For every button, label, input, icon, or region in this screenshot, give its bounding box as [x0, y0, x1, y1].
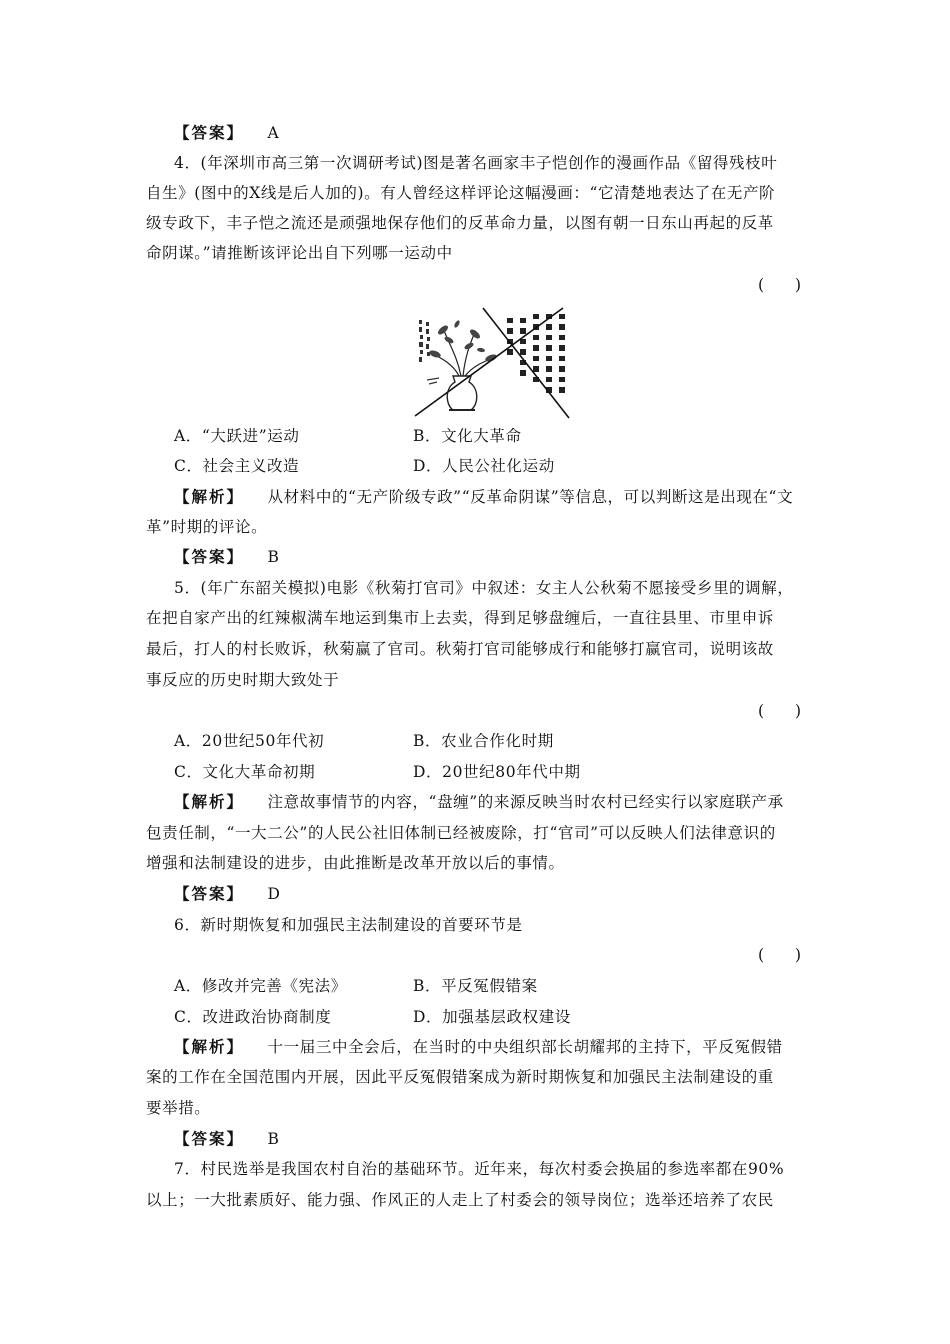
- analysis-tag: 【解析】: [174, 487, 245, 506]
- q4-analysis-line-1: [174, 487, 793, 507]
- answer-paren: ( ): [758, 702, 802, 720]
- answer-value: B: [267, 548, 280, 566]
- cartoon-figure: [413, 306, 571, 420]
- answer-tag: 【答案】: [174, 884, 245, 903]
- q6-option-c: C．改进政治协商制度: [174, 1008, 332, 1026]
- answer-value: B: [267, 1130, 280, 1148]
- q6-stem-line-1: 6．新时期恢复和加强民主法制建设的首要环节是: [174, 916, 523, 934]
- q4-stem-line-1: 4．(年深圳市高三第一次调研考试)图是著名画家丰子恺创作的漫画作品《留得残枝叶: [174, 154, 778, 172]
- q5-answer-line: [174, 884, 281, 904]
- q6-option-a: A．修改并完善《宪法》: [174, 977, 347, 995]
- q5-analysis-line-3: 增强和法制建设的进步，由此推断是改革开放以后的事情。: [146, 854, 565, 872]
- answer-value: D: [267, 885, 281, 903]
- q5-stem-line-4: 事反应的历史时期大致处于: [146, 671, 340, 689]
- answer-tag: 【答案】: [174, 547, 245, 566]
- q5-stem-line-2: 在把自家产出的红辣椒满车地运到集市上去卖，得到足够盘缠后，一直往县里、市里申诉: [146, 609, 774, 627]
- q3-answer-line: [174, 123, 279, 143]
- q5-option-d: D．20世纪80年代中期: [413, 763, 581, 781]
- q5-stem-line-1: 5．(年广东韶关模拟)电影《秋菊打官司》中叙述：女主人公秋菊不愿接受乡里的调解，: [174, 579, 794, 597]
- q4-option-c: C．社会主义改造: [174, 457, 300, 475]
- q6-analysis-line-3: 要举措。: [146, 1099, 211, 1117]
- answer-tag: 【答案】: [174, 123, 245, 142]
- q6-analysis-line-1: [174, 1037, 783, 1057]
- q4-answer-line: [174, 547, 280, 567]
- analysis-text: 十一届三中全会后，在当时的中央组织部长胡耀邦的主持下，平反冤假错: [267, 1038, 783, 1056]
- q4-option-a: A．“大跃进”运动: [174, 427, 300, 445]
- answer-paren: ( ): [758, 946, 802, 964]
- q4-option-b: B．文化大革命: [413, 427, 522, 445]
- q6-answer-line: [174, 1129, 280, 1149]
- analysis-tag: 【解析】: [174, 792, 245, 811]
- q6-analysis-line-2: 案的工作在全国范围内开展，因此平反冤假错案成为新时期恢复和加强民主法制建设的重: [146, 1068, 774, 1086]
- q5-option-a: A．20世纪50年代初: [174, 732, 325, 750]
- q5-analysis-line-1: [174, 792, 784, 812]
- answer-paren: ( ): [758, 276, 802, 294]
- analysis-text: 从材料中的“无产阶级专政”“反革命阴谋”等信息，可以判断这是出现在“文: [267, 488, 794, 506]
- q7-stem-line-1: 7．村民选举是我国农村自治的基础环节。近年来，每次村委会换届的参选率都在90%: [174, 1160, 785, 1178]
- q6-option-b: B．平反冤假错案: [413, 977, 538, 995]
- q5-analysis-line-2: 包责任制，“一大二公”的人民公社旧体制已经被废除，打“官司”可以反映人们法律意识的: [146, 824, 776, 842]
- cartoon-illustration: [413, 306, 571, 420]
- q7-stem-line-2: 以上；一大批素质好、能力强、作风正的人走上了村委会的领导岗位；选举还培养了农民: [146, 1191, 774, 1209]
- q4-stem-line-2: 自生》(图中的X线是后人加的)。有人曾经这样评论这幅漫画：“它清楚地表达了在无产阶: [146, 184, 776, 202]
- q4-option-d: D．人民公社化运动: [413, 457, 555, 475]
- analysis-text: 注意故事情节的内容，“盘缠”的来源反映当时农村已经实行以家庭联产承: [267, 793, 784, 811]
- answer-value: A: [267, 124, 280, 142]
- answer-tag: 【答案】: [174, 1129, 245, 1148]
- analysis-tag: 【解析】: [174, 1037, 245, 1056]
- q4-stem-line-3: 级专政下，丰子恺之流还是顽强地保存他们的反革命力量，以图有朝一日东山再起的反革: [146, 214, 774, 232]
- q6-option-d: D．加强基层政权建设: [413, 1008, 571, 1026]
- q4-analysis-line-2: 革”时期的评论。: [146, 518, 268, 536]
- q5-stem-line-3: 最后，打人的村长败诉，秋菊赢了官司。秋菊打官司能够成行和能够打赢官司，说明该故: [146, 640, 774, 658]
- q5-option-b: B．农业合作化时期: [413, 732, 554, 750]
- q5-option-c: C．文化大革命初期: [174, 763, 316, 781]
- q4-stem-line-4: 命阴谋。”请推断该评论出自下列哪一运动中: [146, 244, 453, 262]
